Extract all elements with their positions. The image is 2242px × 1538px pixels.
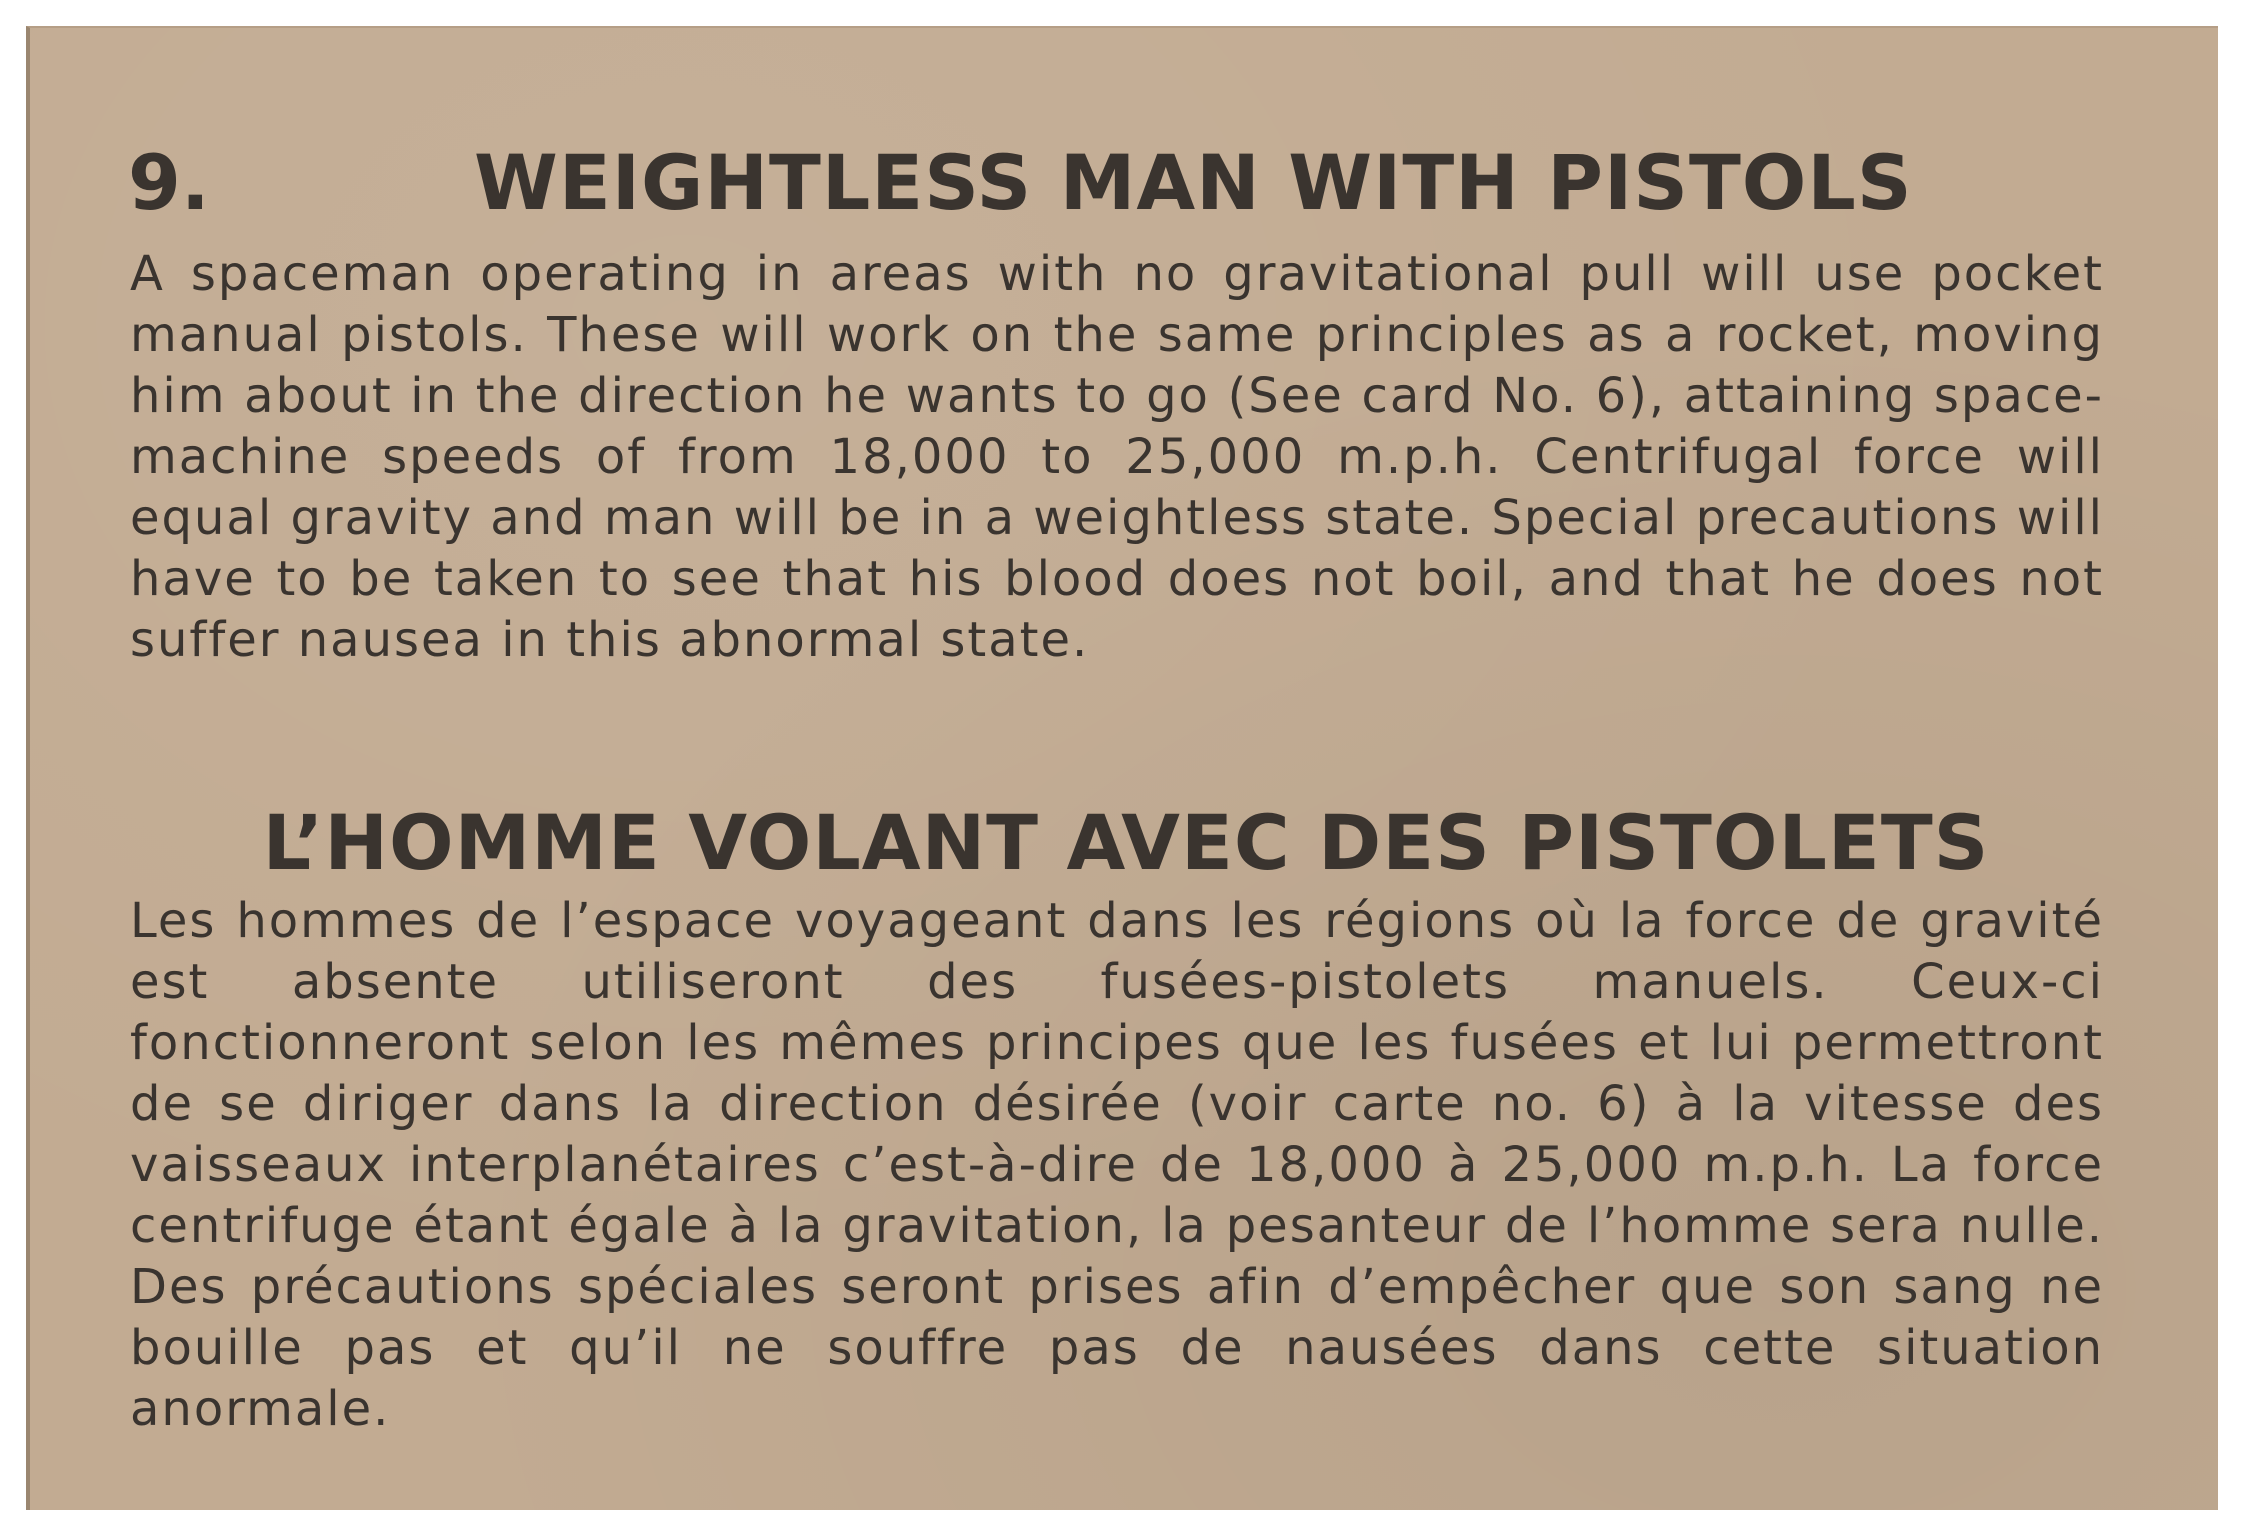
card-number: 9. (128, 138, 210, 227)
french-description: Les hommes de l’espace voyageant dans les régions où la force de gravité est absente utiliseront des fusées-pistolets manuels. Ceux-ci fonctionneront selon les mêmes principes que les fusées et lui permettront de se diriger dans la direction désirée (voir carte no. 6) à la vitesse des vaisseaux interplanétaires c’est-à-dire de 18,000 à 25,000 m.p.h. La force centrifuge étant égale à la gravitation, la pesanteur de l’homme sera nulle. Des précautions spéciales seront prises afin d’empêcher que son sang ne bouille pas et qu’il ne souffre pas de nausées dans cette situation anormale. (130, 893, 2104, 1437)
english-description: A spaceman operating in areas with no gravitational pull will use pocket manual pistols. These will work on the same principles as a rocket, moving him about in the direction he wants to go (See card No. 6), attaining space-machine speeds of from 18,000 to 25,000 m.p.h. Centrifugal force will equal gravity and man will be in a weightless state. Special precautions will have to be taken to see that his blood does not boil, and that he does not suffer nausea in this abnormal state. (130, 246, 2104, 668)
english-heading (128, 128, 1913, 238)
trading-card-back (26, 26, 2218, 1510)
english-title: WEIGHTLESS MAN WITH PISTOLS (474, 138, 1913, 227)
french-title: L’HOMME VOLANT AVEC DES PISTOLETS (262, 798, 1990, 887)
